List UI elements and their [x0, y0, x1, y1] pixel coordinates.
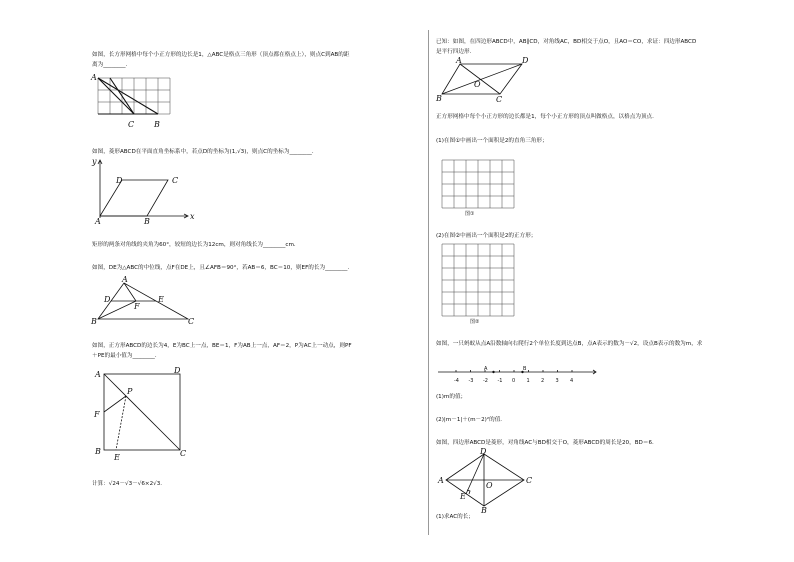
q9-part2: (2)|m－1|＋(m－2)²的值. [436, 417, 503, 423]
q4-text: 如图，DE为△ABC的中位线，点F在DE上，且∠AFB＝90°，若AB＝6，BC＝10，则EF的长为________. [92, 265, 350, 271]
q10-label: D [480, 447, 487, 456]
q7-text-line1: 已知：如图，在四边形ABCD中，AB∥CD，对角线AC，BD相交于点O，且AO＝CO，求证：四边形ABCD [436, 39, 697, 45]
q9-number-line [436, 362, 601, 386]
q5-label: A [95, 370, 101, 379]
q10-label: O [486, 481, 493, 490]
q4-label: E [158, 295, 164, 304]
q4-triangle-figure [90, 275, 200, 325]
q10-label: A [438, 476, 444, 485]
q4-label: C [188, 317, 195, 326]
q8-caption-1: 图① [465, 211, 475, 217]
q5-label: E [114, 453, 120, 462]
q1-label: B [154, 120, 160, 129]
q9-point-dot [492, 371, 494, 373]
q7-label: A [456, 56, 462, 65]
q9-point-label: A [484, 366, 488, 372]
q3-text: 矩形的两条对角线的夹角为60°，较短的边长为12cm，则对角线长为________cm. [92, 242, 296, 248]
q2-rhombus-figure [90, 158, 200, 228]
q2-text: 如图，菱形ABCD在平面直角坐标系中，若点D的坐标为(1,√3)，则点C的坐标为________. [92, 149, 314, 155]
q7-parallelogram-figure [430, 56, 530, 104]
q2-label: x [190, 212, 195, 221]
q10-rhombus-figure [436, 447, 536, 515]
q6-text: 计算：√24－√3－√6×2√3. [92, 481, 163, 487]
q4-label: D [104, 295, 111, 304]
q4-label: F [134, 302, 140, 311]
q10-label: E [460, 492, 466, 501]
q1-label: C [128, 120, 135, 129]
q5-label: P [127, 387, 133, 396]
q7-label: D [522, 56, 529, 65]
q9-text: 如图，一只蚂蚁从点A沿数轴向右爬行2个单位长度到达点B，点A表示的数为－√2，设点B表示的数为m，求 [436, 341, 703, 347]
q5-label: F [94, 410, 100, 419]
q9-tick-label: -3 [468, 378, 474, 384]
q9-part1: (1)m的值； [436, 394, 467, 400]
q7-label: B [436, 94, 442, 103]
q9-point-label: B [523, 366, 527, 372]
q1-grid-figure [90, 72, 190, 134]
q5-text-line1: 如图，正方形ABCD的边长为4，E为BC上一点，BE＝1，F为AB上一点，AF＝2，P为AC上一动点，则PF [92, 343, 352, 349]
q8-text: 正方形网格中每个小正方形的边长都是1，每个小正方形的顶点叫做格点，以格点为顶点. [436, 114, 654, 120]
q7-label: O [474, 80, 481, 89]
q2-label: D [116, 176, 123, 185]
q10-part1: (1)求AC的长； [436, 514, 474, 520]
q8-caption-2: 图② [470, 319, 480, 325]
q9-tick-label: -2 [483, 378, 488, 384]
q9-tick-label: 1 [526, 378, 530, 384]
q8-grid-2 [440, 242, 520, 326]
q5-label: D [174, 366, 181, 375]
q1-text-line1: 如图，长方形网格中每个小正方形的边长是1，△ABC是格点三角形（顶点都在格点上），则点C到AB的距 [92, 52, 350, 58]
q9-tick-label: 0 [512, 378, 516, 384]
column-divider [428, 30, 429, 535]
q9-tick-label: 3 [555, 378, 559, 384]
q2-label: A [95, 217, 101, 226]
q5-text-line2: ＋PE的最小值为________. [92, 353, 157, 359]
q9-tick-label: 4 [570, 378, 574, 384]
q8-grid-1 [440, 158, 520, 218]
q10-label: C [526, 476, 533, 485]
q2-label: B [144, 217, 150, 226]
q10-label: B [481, 506, 487, 515]
q2-label: C [172, 176, 179, 185]
q9-tick-label: -4 [454, 378, 459, 384]
q9-tick-label: -1 [497, 378, 503, 384]
q10-text: 如图，四边形ABCD是菱形，对角线AC与BD相交于O，菱形ABCD的周长是20，BD＝6. [436, 440, 654, 446]
q7-text-line2: 是平行四边形. [436, 49, 472, 55]
q1-label: A [91, 73, 97, 82]
q1-text-line2: 离为________. [92, 62, 128, 68]
q4-label: B [91, 317, 97, 326]
q9-tick-label: 2 [541, 378, 545, 384]
q5-label: C [180, 449, 187, 458]
q5-square-figure [90, 364, 190, 464]
q4-label: A [122, 275, 128, 284]
q7-label: C [496, 95, 503, 104]
q5-label: B [95, 447, 101, 456]
q2-label: y [92, 157, 97, 166]
q8-part1: (1)在图①中画出一个面积是2的直角三角形； [436, 138, 548, 144]
q8-part2: (2)在图②中画出一个面积是2的正方形； [436, 233, 537, 239]
